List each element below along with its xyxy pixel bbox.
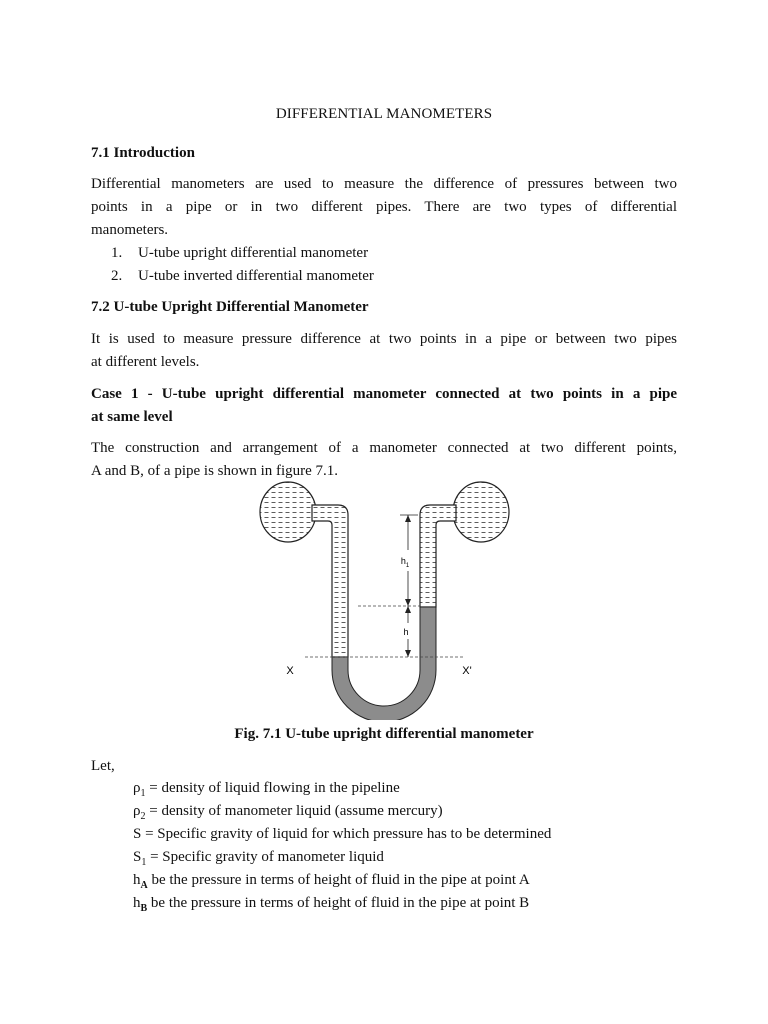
bulb-b [453, 482, 509, 542]
list-number: 2. [111, 268, 123, 284]
section-heading-introduction: 7.1 Introduction [91, 145, 195, 161]
manometer-figure [250, 475, 520, 720]
label-h1: $h_1$ [400, 556, 410, 569]
document-title: DIFFERENTIAL MANOMETERS [275, 106, 493, 122]
figure-caption: Fig. 7.1 U-tube upright differential manometer [234, 726, 534, 742]
paragraph-line: It is used to measure pressure difference at two points in a pipe or between two pipes [91, 331, 677, 347]
paragraph-line: manometers. [91, 222, 169, 238]
definitions-intro: Let, [91, 758, 115, 774]
paragraph-line: Differential manometers are used to measure the difference of pressures between two [91, 176, 677, 192]
case-heading-cont: at same level [91, 409, 173, 425]
arrow-icon [405, 606, 411, 613]
label-x: X [286, 665, 294, 677]
definition-item: $\rho_1$ = density of liquid flowing in the pipeline [133, 780, 400, 799]
section-heading-upright: 7.2 U-tube Upright Differential Manometer [91, 299, 369, 315]
definition-item: S = Specific gravity of liquid for which pressure has to be determined [133, 826, 552, 842]
paragraph-line: The construction and arrangement of a manometer connected at two different points, [91, 440, 677, 456]
case-heading: Case 1 - U-tube upright differential manometer connected at two points in a pipe [91, 386, 677, 402]
label-h: h [403, 627, 409, 637]
right-tube [420, 505, 456, 607]
list-text: U-tube upright differential manometer [138, 245, 369, 261]
definition-item: $h_A$ be the pressure in terms of height of fluid in the pipe at point A [133, 872, 530, 891]
arrow-icon [405, 650, 411, 657]
paragraph-line: at different levels. [91, 354, 200, 370]
paragraph-line: A and B, of a pipe is shown in figure 7.1. [91, 463, 339, 479]
arrow-icon [405, 599, 411, 606]
list-text: U-tube inverted differential manometer [138, 268, 374, 284]
left-tube [312, 505, 348, 657]
definition-item: $\rho_2$ = density of manometer liquid (assume mercury) [133, 803, 443, 822]
list-number: 1. [111, 245, 123, 261]
definition-item: $S_1$ = Specific gravity of manometer liquid [133, 849, 384, 868]
paragraph-line: points in a pipe or in two different pipes. There are two types of differential [91, 199, 677, 215]
definition-item: $h_B$ be the pressure in terms of height of fluid in the pipe at point B [133, 895, 530, 914]
arrow-icon [405, 515, 411, 522]
bulb-a [260, 482, 316, 542]
label-x-prime: X' [462, 665, 472, 677]
